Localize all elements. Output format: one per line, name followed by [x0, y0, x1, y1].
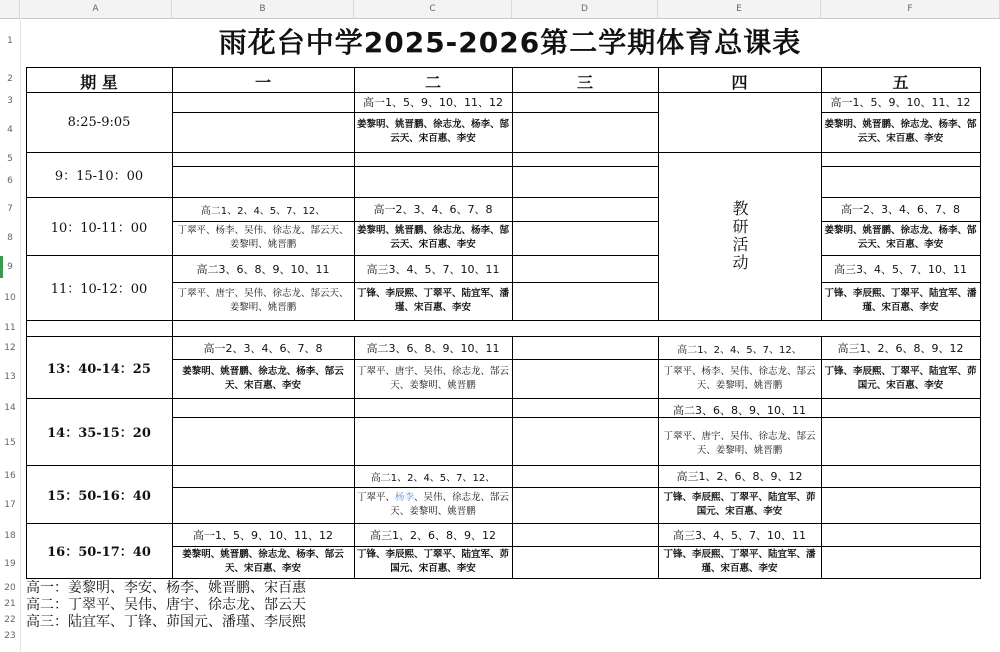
time-slot-1: 8:25-9:05 — [67, 114, 131, 130]
teachers-cell: 姜黎明、姚晋鹏、徐志龙、杨李、郜云天、宋百惠、李安 — [824, 225, 977, 250]
footnote-grade-2: 高二：丁翠平、吴伟、唐宇、徐志龙、郜云天 — [26, 597, 306, 613]
class-cell: 高一2、3、4、6、7、8 — [203, 342, 323, 355]
column-header-f[interactable]: F — [821, 0, 1000, 18]
column-header-a[interactable]: A — [20, 0, 172, 18]
row-header[interactable]: 23 — [4, 631, 16, 641]
row-header[interactable]: 3 — [7, 96, 13, 106]
teachers-cell: 丁翠平、唐宇、吴伟、徐志龙、郜云天、姜黎明、姚晋鹏 — [177, 288, 349, 313]
row-header[interactable]: 1 — [7, 36, 13, 46]
research-activity-label: 教研活动 — [730, 200, 749, 272]
row-header[interactable]: 18 — [4, 531, 16, 541]
row-header[interactable]: 5 — [7, 154, 13, 164]
class-cell: 高二3、6、8、9、10、11 — [366, 342, 500, 355]
teachers-cell: 姜黎明、姚晋鹏、徐志龙、杨李、郜云天、宋百惠、李安 — [182, 365, 344, 391]
column-header-d[interactable]: D — [512, 0, 658, 18]
column-header-e[interactable]: E — [658, 0, 821, 18]
row-header[interactable]: 13 — [4, 372, 16, 382]
class-cell: 高三1、2、6、8、9、12 — [370, 528, 496, 542]
header-period: 期 星 — [80, 72, 118, 92]
row-header[interactable]: 19 — [4, 559, 16, 569]
teachers-cell — [354, 487, 512, 523]
row-header[interactable]: 4 — [7, 125, 13, 135]
thursday-research-activity — [658, 152, 821, 320]
class-cell: 高三1、2、6、8、9、12 — [676, 470, 803, 483]
class-cell: 高一2、3、4、6、7、8 — [841, 203, 960, 216]
teachers-cell: 姜黎明、姚晋鹏、徐志龙、杨李、郜云天、宋百惠、李安 — [182, 549, 344, 574]
class-cell: 高三3、4、5、7、10、11 — [366, 262, 500, 276]
teacher-names: 、吴伟、徐志龙、郜云天、姜黎明、姚晋鹏 — [390, 492, 510, 517]
time-slot-3: 10：10-11：00 — [50, 220, 148, 236]
row-header[interactable]: 15 — [4, 438, 16, 448]
row-header[interactable]: 7 — [7, 204, 13, 214]
row-header[interactable]: 2 — [7, 74, 13, 84]
page-title: 雨花台中学2025-2026第二学期体育总课表 — [218, 26, 802, 59]
row-header[interactable]: 20 — [4, 583, 16, 593]
time-slot-8: 16：50-17：40 — [47, 545, 151, 560]
header-thursday: 四 — [731, 72, 748, 92]
row-header[interactable]: 6 — [7, 176, 13, 186]
class-cell: 高三3、4、5、7、10、11 — [834, 262, 967, 276]
teachers-cell: 丁翠平、杨李、吴伟、徐志龙、郜云天、姜黎明、姚晋鹏 — [177, 225, 349, 250]
footnote-grade-3: 高三：陆宜军、丁锋、茆国元、潘瑾、李辰熙 — [26, 614, 306, 630]
class-cell: 高二1、2、4、5、7、12、 — [370, 472, 496, 484]
teacher-name-highlighted: 杨李 — [394, 492, 414, 503]
teachers-cell: 丁锋、李辰熙、丁翠平、陆宜军、潘瑾、宋百惠、李安 — [663, 549, 816, 574]
header-monday: 一 — [254, 72, 271, 92]
row-header[interactable]: 9 — [7, 262, 13, 272]
row-header[interactable]: 17 — [4, 500, 16, 510]
time-slot-5: 13：40-14：25 — [47, 362, 151, 377]
teachers-cell: 姜黎明、姚晋鹏、徐志龙、杨李、郜云天、宋百惠、李安 — [356, 225, 509, 250]
teachers-cell: 丁锋、李辰熙、丁翠平、陆宜军、茆国元、宋百惠、李安 — [663, 492, 816, 517]
class-cell: 高三1、2、6、8、9、12 — [837, 342, 964, 355]
row-header[interactable]: 14 — [4, 403, 16, 413]
class-cell: 高二3、6、8、9、10、11 — [196, 262, 330, 276]
corner-cell[interactable] — [0, 0, 20, 18]
time-slot-4: 11：10-12：00 — [50, 282, 148, 297]
teachers-cell: 丁锋、李辰熙、丁翠平、陆宜军、茆国元、宋百惠、李安 — [356, 549, 509, 574]
class-cell: 高二1、2、4、5、7、12、 — [200, 205, 326, 217]
row-header[interactable]: 11 — [4, 323, 16, 333]
class-cell: 高一1、5、9、10、11、12 — [193, 528, 333, 542]
teachers-cell: 姜黎明、姚晋鹏、徐志龙、杨李、郜云天、宋百惠、李安 — [356, 119, 509, 144]
class-cell: 高二1、2、4、5、7、12、 — [677, 344, 802, 356]
class-cell: 高一1、5、9、10、11、12 — [830, 96, 971, 109]
teacher-name: 丁翠平、 — [356, 492, 395, 503]
teachers-cell: 丁翠平、唐宇、吴伟、徐志龙、郜云天、姜黎明、姚晋鹏 — [663, 430, 816, 456]
teachers-cell: 丁锋、李辰熙、丁翠平、陆宜军、潘瑾、宋百惠、李安 — [824, 288, 977, 313]
gridline — [20, 18, 21, 652]
row-header[interactable]: 10 — [4, 293, 16, 303]
class-cell: 高二3、6、8、9、10、11 — [673, 404, 806, 417]
header-wednesday: 三 — [576, 72, 593, 92]
row-header[interactable]: 16 — [4, 471, 16, 481]
column-header-c[interactable]: C — [354, 0, 512, 18]
class-cell: 高一1、5、9、10、11、12 — [363, 96, 503, 109]
teachers-text — [356, 491, 510, 519]
row-header[interactable]: 12 — [4, 343, 16, 353]
footnote-grade-1: 高一：姜黎明、李安、杨李、姚晋鹏、宋百惠 — [26, 580, 306, 596]
teachers-cell: 丁翠平、唐宇、吴伟、徐志龙、郜云天、姜黎明、姚晋鹏 — [356, 365, 509, 391]
header-tuesday: 二 — [424, 72, 441, 92]
class-cell: 高一2、3、4、6、7、8 — [373, 203, 493, 216]
row-header[interactable]: 8 — [7, 233, 13, 243]
teachers-cell: 丁翠平、杨李、吴伟、徐志龙、郜云天、姜黎明、姚晋鹏 — [663, 365, 816, 391]
row-header[interactable]: 21 — [4, 599, 16, 609]
teachers-cell: 丁锋、李辰熙、丁翠平、陆宜军、潘瑾、宋百惠、李安 — [356, 288, 509, 313]
header-friday: 五 — [892, 72, 909, 92]
row-header[interactable]: 22 — [4, 615, 16, 625]
time-slot-6: 14：35-15：20 — [47, 426, 151, 441]
class-cell: 高三3、4、5、7、10、11 — [673, 528, 806, 542]
teachers-cell: 丁锋、李辰熙、丁翠平、陆宜军、茆国元、宋百惠、李安 — [824, 365, 977, 391]
time-slot-7: 15：50-16：40 — [47, 488, 151, 504]
column-header-b[interactable]: B — [172, 0, 354, 18]
teachers-cell: 姜黎明、姚晋鹏、徐志龙、杨李、郜云天、宋百惠、李安 — [824, 119, 977, 144]
column-header-bar — [0, 0, 1000, 19]
time-slot-2: 9：15-10：00 — [54, 169, 144, 184]
